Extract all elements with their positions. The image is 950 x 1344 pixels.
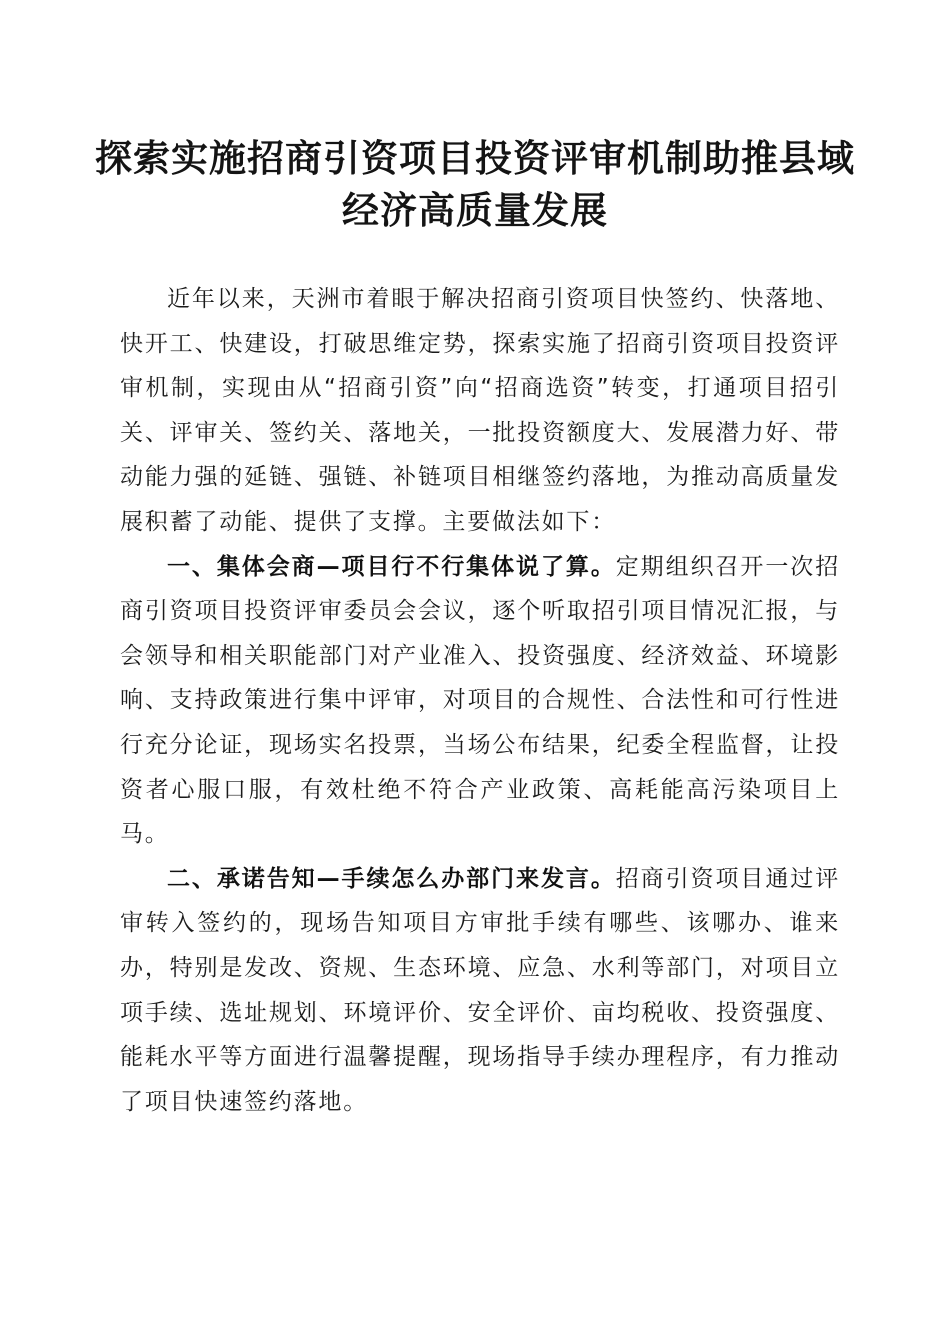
section-heading-1: 一、集体会商—项目行不行集体说了算。 <box>167 553 616 580</box>
section-text-1: 定期组织召开一次招商引资项目投资评审委员会会议，逐个听取招引项目情况汇报，与会领导和相关职能部门对产业准入、投资强度、经济效益、环境影响、支持政策进行集中评审，对项目的合规性、合法性和可行性进行充分论证，现场实名投票，当场公布结果，纪委全程监督，让投资者心服口服，有效杜绝不符合产业政策、高耗能高污染项目上马。 <box>120 553 840 848</box>
section-heading-2: 二、承诺告知—手续怎么办部门来发言。 <box>167 865 616 892</box>
section-paragraph-1 <box>120 545 840 857</box>
title-line-1: 探索实施招商引资项目投资评审机制助推县域 <box>95 136 855 180</box>
section-text-2: 招商引资项目通过评审转入签约的，现场告知项目方审批手续有哪些、该哪办、谁来办，特别是发改、资规、生态环境、应急、水利等部门，对项目立项手续、选址规划、环境评价、安全评价、亩均税收、投资强度、能耗水平等方面进行温馨提醒，现场指导手续办理程序，有力推动了项目快速签约落地。 <box>120 865 840 1115</box>
section-paragraph-2 <box>120 857 840 1125</box>
intro-paragraph: 近年以来，天洲市着眼于解决招商引资项目快签约、快落地、快开工、快建设，打破思维定势，探索实施了招商引资项目投资评审机制，实现由从“招商引资”向“招商选资”转变，打通项目招引关、评审关、签约关、落地关，一批投资额度大、发展潜力好、带动能力强的延链、强链、补链项目相继签约落地，为推动高质量发展积蓄了动能、提供了支撑。主要做法如下： <box>120 286 840 535</box>
document-title <box>60 132 890 236</box>
title-line-2: 经济高质量发展 <box>342 188 608 232</box>
document-body <box>120 277 840 1124</box>
